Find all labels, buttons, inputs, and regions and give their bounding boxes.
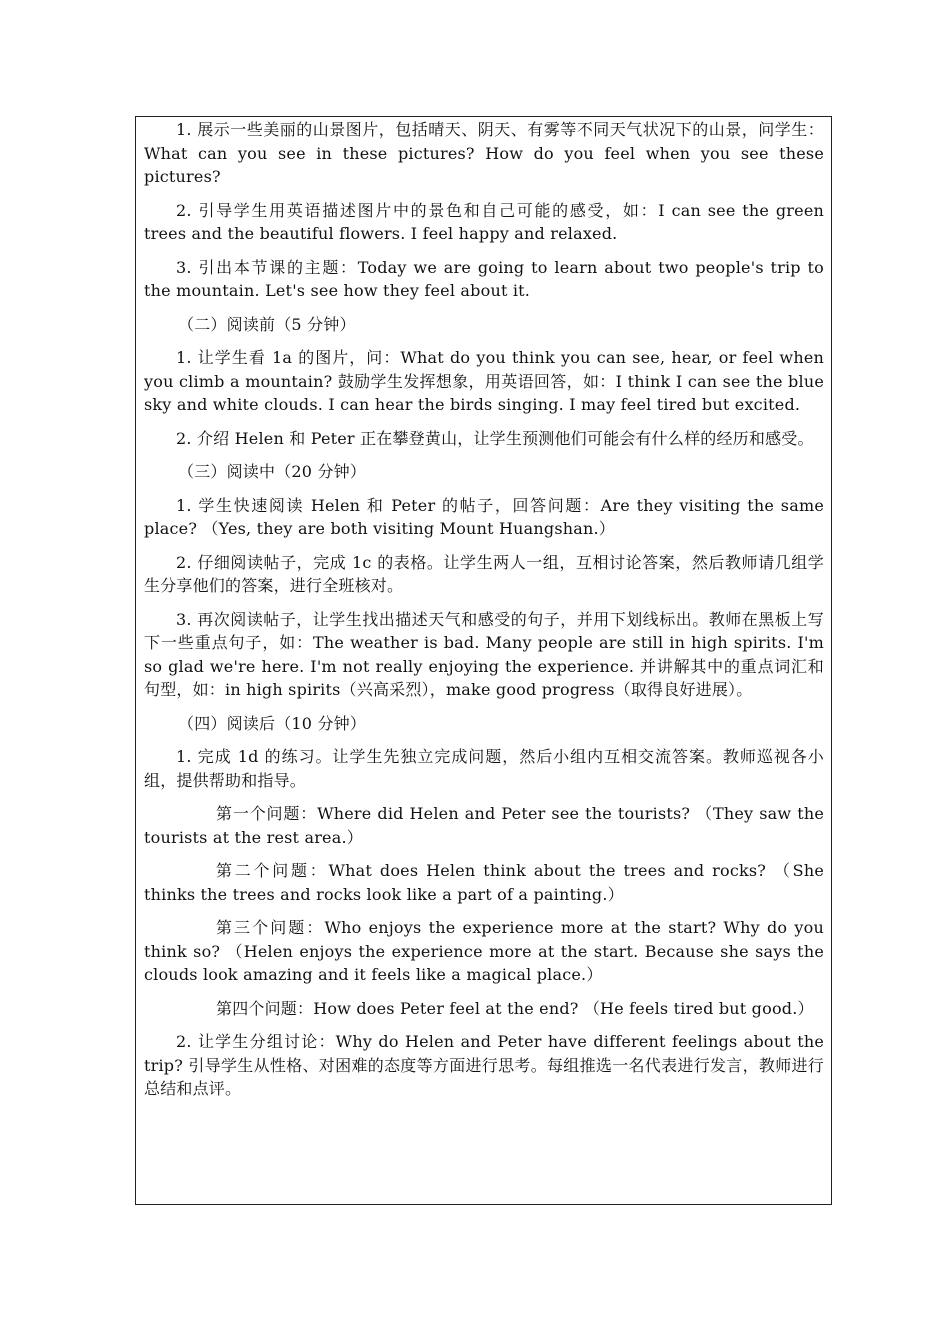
question-2: 第二个问题：What does Helen think about the trees and rocks? （She thinks the trees and rocks look like a part of a painting.） [144, 861, 824, 904]
pre-reading-heading: （二）阅读前（5 分钟） [178, 314, 356, 334]
while-reading-step-3: 3. 再次阅读帖子，让学生找出描述天气和感受的句子，并用下划线标出。教师在黑板上写下一些重点句子，如：The weather is bad. Many people are still in high spirits. I'm so glad we're here. I'm not really enjoying the experience. 并讲解其中的重点词汇和句型，如：in high spirits（兴高采烈），make good progress（取得良好进展）。 [144, 609, 824, 699]
post-reading-step-2: 2. 让学生分组讨论：Why do Helen and Peter have different feelings about the trip? 引导学生从性格、对困难的态度等方面进行思考。每组推选一名代表进行发言，教师进行总结和点评。 [144, 1032, 824, 1098]
question-1: 第一个问题：Where did Helen and Peter see the tourists? （They saw the tourists at the rest area.） [144, 804, 824, 847]
pre-reading-step-1: 1. 让学生看 1a 的图片，问：What do you think you can see, hear, or feel when you climb a mountain? 鼓励学生发挥想象，用英语回答，如：I think I can see the blue sky and white clouds. I can hear the birds singing. I may feel tired but excited. [144, 348, 824, 414]
while-reading-step-2: 2. 仔细阅读帖子，完成 1c 的表格。让学生两人一组，互相讨论答案，然后教师请几组学生分享他们的答案，进行全班核对。 [144, 552, 824, 595]
lesson-content [144, 118, 824, 1111]
post-reading-step-1: 1. 完成 1d 的练习。让学生先独立完成问题，然后小组内互相交流答案。教师巡视各小组，提供帮助和指导。 [144, 747, 824, 790]
warmup-step-3: 3. 引出本节课的主题：Today we are going to learn about two people's trip to the mountain. Let's see how they feel about it. [144, 257, 824, 300]
while-reading-step-1: 1. 学生快速阅读 Helen 和 Peter 的帖子，回答问题：Are they visiting the same place? （Yes, they are both visiting Mount Huangshan.） [144, 495, 824, 538]
warmup-step-2: 2. 引导学生用英语描述图片中的景色和自己可能的感受，如：I can see the green trees and the beautiful flowers. I feel happy and relaxed. [144, 200, 824, 243]
while-reading-heading: （三）阅读中（20 分钟） [178, 462, 367, 481]
warmup-step-1: 1. 展示一些美丽的山景图片，包括晴天、阴天、有雾等不同天气状况下的山景，问学生：What can you see in these pictures? How do you feel when you see these pictures? [144, 120, 824, 186]
post-reading-heading: （四）阅读后（10 分钟） [178, 713, 367, 733]
question-4: 第四个问题：How does Peter feel at the end? （He feels tired but good.） [216, 998, 814, 1018]
pre-reading-step-2: 2. 介绍 Helen 和 Peter 正在攀登黄山，让学生预测他们可能会有什么样的经历和感受。 [176, 428, 814, 448]
question-3: 第三个问题：Who enjoys the experience more at the start? Why do you think so? （Helen enjoys the experience more at the start. Because she says the clouds look amazing and it feels like a magical place.） [144, 918, 824, 984]
